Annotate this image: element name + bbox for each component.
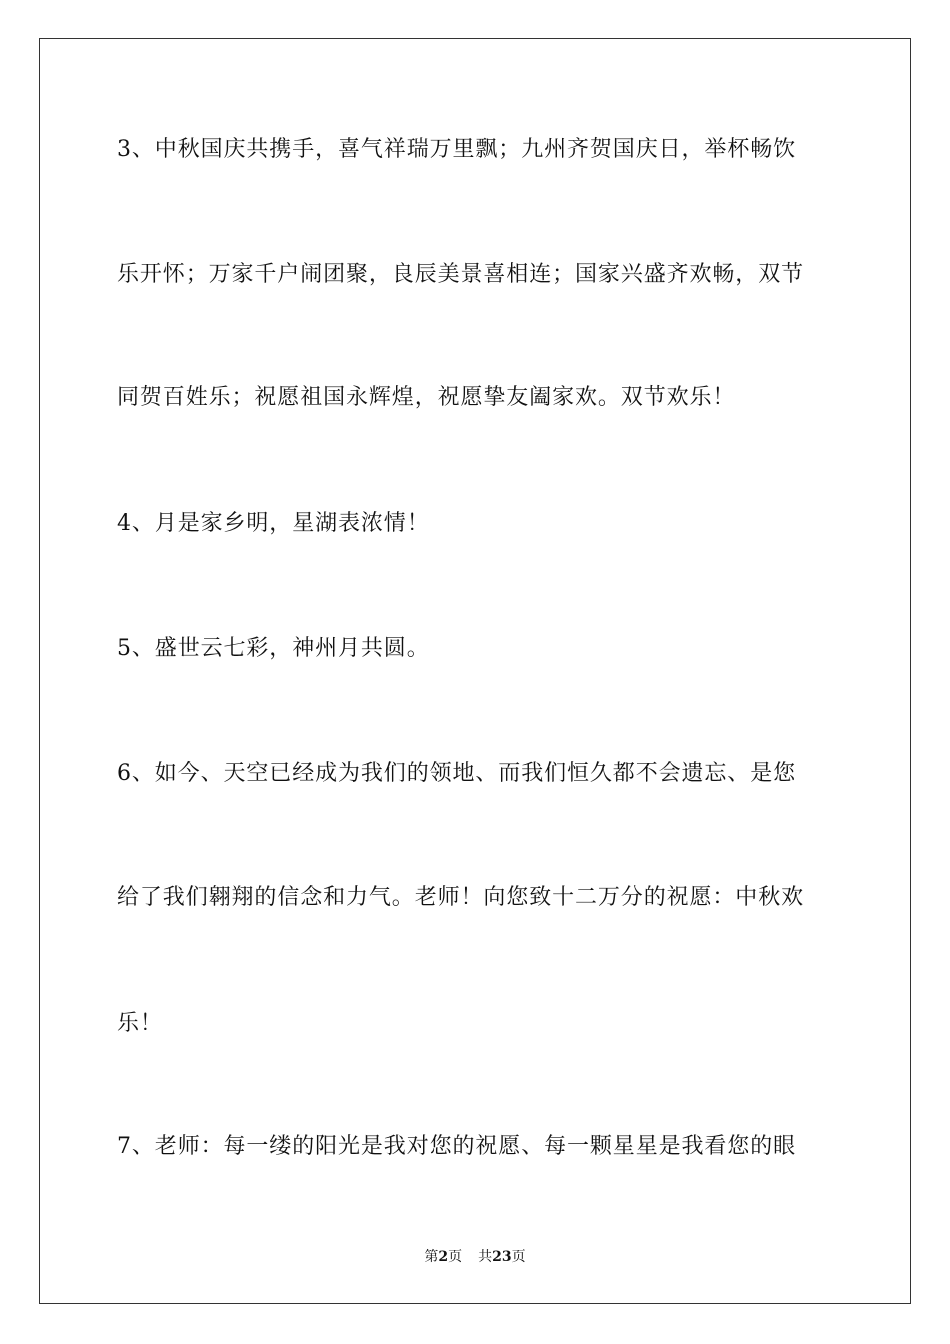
page-border	[39, 38, 911, 1304]
total-suffix: 页	[511, 1249, 526, 1265]
text-line: 7、老师：每一缕的阳光是我对您的祝愿、每一颗星星是我看您的眼	[117, 1134, 796, 1159]
text-line: 5、盛世云七彩，神州月共圆。	[117, 636, 430, 661]
text-line: 同贺百姓乐；祝愿祖国永辉煌，祝愿挚友阖家欢。双节欢乐！	[117, 385, 736, 410]
text-line: 4、月是家乡明，星湖表浓情！	[117, 511, 430, 536]
total-prefix: 共	[478, 1249, 493, 1265]
total-pages: 23	[492, 1249, 512, 1265]
page-footer	[0, 1248, 950, 1266]
text-line: 乐！	[117, 1011, 163, 1036]
text-line: 3、中秋国庆共携手，喜气祥瑞万里飘；九州齐贺国庆日，举杯畅饮	[117, 137, 796, 162]
text-line: 给了我们翱翔的信念和力气。老师！向您致十二万分的祝愿：中秋欢	[117, 885, 805, 910]
text-line: 乐开怀；万家千户闹团聚，良辰美景喜相连；国家兴盛齐欢畅，双节	[117, 262, 805, 287]
text-line: 6、如今、天空已经成为我们的领地、而我们恒久都不会遗忘、是您	[117, 761, 796, 786]
page-number: 2	[438, 1249, 449, 1265]
page-prefix: 第	[424, 1249, 439, 1265]
page-suffix: 页	[448, 1249, 463, 1265]
